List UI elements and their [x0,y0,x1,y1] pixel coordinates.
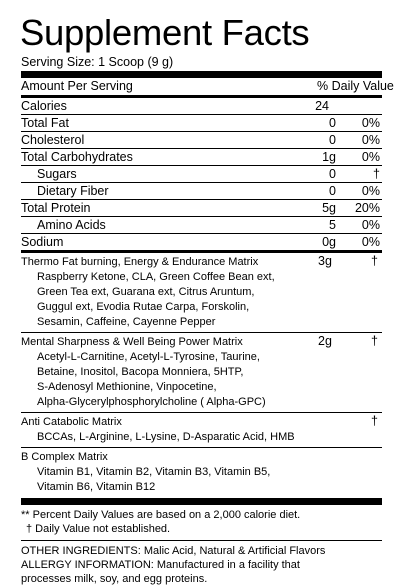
blend-ingredient-line: Vitamin B1, Vitamin B2, Vitamin B3, Vitamin B5, [37,466,271,478]
other-ingredients: OTHER INGREDIENTS: Malic Acid, Natural & Artificial Flavors [21,545,326,557]
blend-ingredient-line: S-Adenosyl Methionine, Vinpocetine, [37,381,217,393]
blend-title: Mental Sharpness & Well Being Power Matrix [21,336,243,348]
divider-thick [21,498,382,505]
nutrient-daily-value: 0% [361,116,380,130]
nutrient-label: Calories [21,99,67,113]
blend-block [21,333,382,412]
nutrient-amount: 0 [329,167,336,181]
blend-ingredient-line: Acetyl-L-Carnitine, Acetyl-L-Tyrosine, Taurine, [37,351,260,363]
nutrient-amount: 5 [329,218,336,232]
nutrient-label: Amino Acids [37,218,106,232]
nutrient-daily-value: † [373,167,380,181]
nutrient-row [21,200,382,216]
header-daily-value: % Daily Value [317,79,394,93]
blend-ingredient-line: BCCAs, L-Arginine, L-Lysine, D-Asparatic Acid, HMB [37,431,295,443]
nutrient-row [21,217,382,233]
nutrient-label: Sodium [21,235,64,249]
column-header [21,78,394,95]
nutrient-label: Dietary Fiber [37,184,109,198]
blend-ingredient-line: Green Tea ext, Guarana ext, Citrus Aruntum, [37,286,255,298]
blend-rows [21,253,382,497]
nutrient-daily-value: 0% [361,218,380,232]
blend-ingredient-line: Sesamin, Caffeine, Cayenne Pepper [37,316,216,328]
footnote-percent-dv: ** Percent Daily Values are based on a 2,000 calorie diet. [21,509,301,521]
nutrient-amount: 0 [329,184,336,198]
footnotes [21,508,382,536]
nutrient-daily-value: 0% [361,184,380,198]
supplement-facts-panel [20,12,394,586]
nutrient-row [21,132,382,148]
blend-block [21,413,382,447]
blend-title: Thermo Fat burning, Energy & Endurance Matrix [21,256,259,268]
nutrient-row [21,149,382,165]
nutrient-amount: 24 [315,99,329,113]
blend-title: B Complex Matrix [21,451,108,463]
blend-daily-value: † [371,254,378,268]
nutrient-rows [21,98,382,250]
nutrient-amount: 0 [329,116,336,130]
nutrient-daily-value: 0% [361,133,380,147]
header-amount-per-serving: Amount Per Serving [21,79,133,93]
nutrient-label: Total Fat [21,116,69,130]
nutrient-label: Total Carbohydrates [21,150,133,164]
nutrient-daily-value: 0% [361,235,380,249]
nutrient-amount: 1g [322,150,336,164]
ingredients-block [21,544,382,586]
nutrient-label: Cholesterol [21,133,85,147]
serving-size: Serving Size: 1 Scoop (9 g) [21,55,174,69]
blend-title: Anti Catabolic Matrix [21,416,122,428]
divider-thick [21,71,382,78]
allergy-info-line2: processes milk, soy, and egg proteins. [21,573,208,585]
blend-ingredient-line: Guggul ext, Evodia Rutae Carpa, Forskolin, [37,301,250,313]
blend-ingredient-line: Alpha-Glycerylphosphorylcholine ( Alpha-GPC) [37,396,266,408]
blend-amount: 2g [318,334,332,348]
divider-thin [21,540,382,541]
blend-ingredient-line: Vitamin B6, Vitamin B12 [37,481,156,493]
nutrient-daily-value: 0% [361,150,380,164]
nutrient-row [21,98,382,114]
footnote-dagger: † Daily Value not established. [26,523,171,535]
nutrient-label: Total Protein [21,201,91,215]
nutrient-label: Sugars [37,167,77,181]
nutrient-row [21,234,382,250]
nutrient-amount: 5g [322,201,336,215]
blend-block [21,253,382,332]
blend-daily-value: † [371,414,378,428]
nutrient-row [21,115,382,131]
nutrient-row [21,183,382,199]
blend-ingredient-line: Betaine, Inositol, Bacopa Monniera, 5HTP, [37,366,244,378]
blend-ingredient-line: Raspberry Ketone, CLA, Green Coffee Bean ext, [37,271,275,283]
panel-title: Supplement Facts [20,12,310,53]
blend-block [21,448,382,497]
nutrient-amount: 0 [329,133,336,147]
nutrient-daily-value: 20% [354,201,380,215]
nutrient-row [21,166,382,182]
nutrient-amount: 0g [322,235,336,249]
blend-amount: 3g [318,254,332,268]
blend-daily-value: † [371,334,378,348]
allergy-info-line1: ALLERGY INFORMATION: Manufactured in a facility that [21,559,300,571]
